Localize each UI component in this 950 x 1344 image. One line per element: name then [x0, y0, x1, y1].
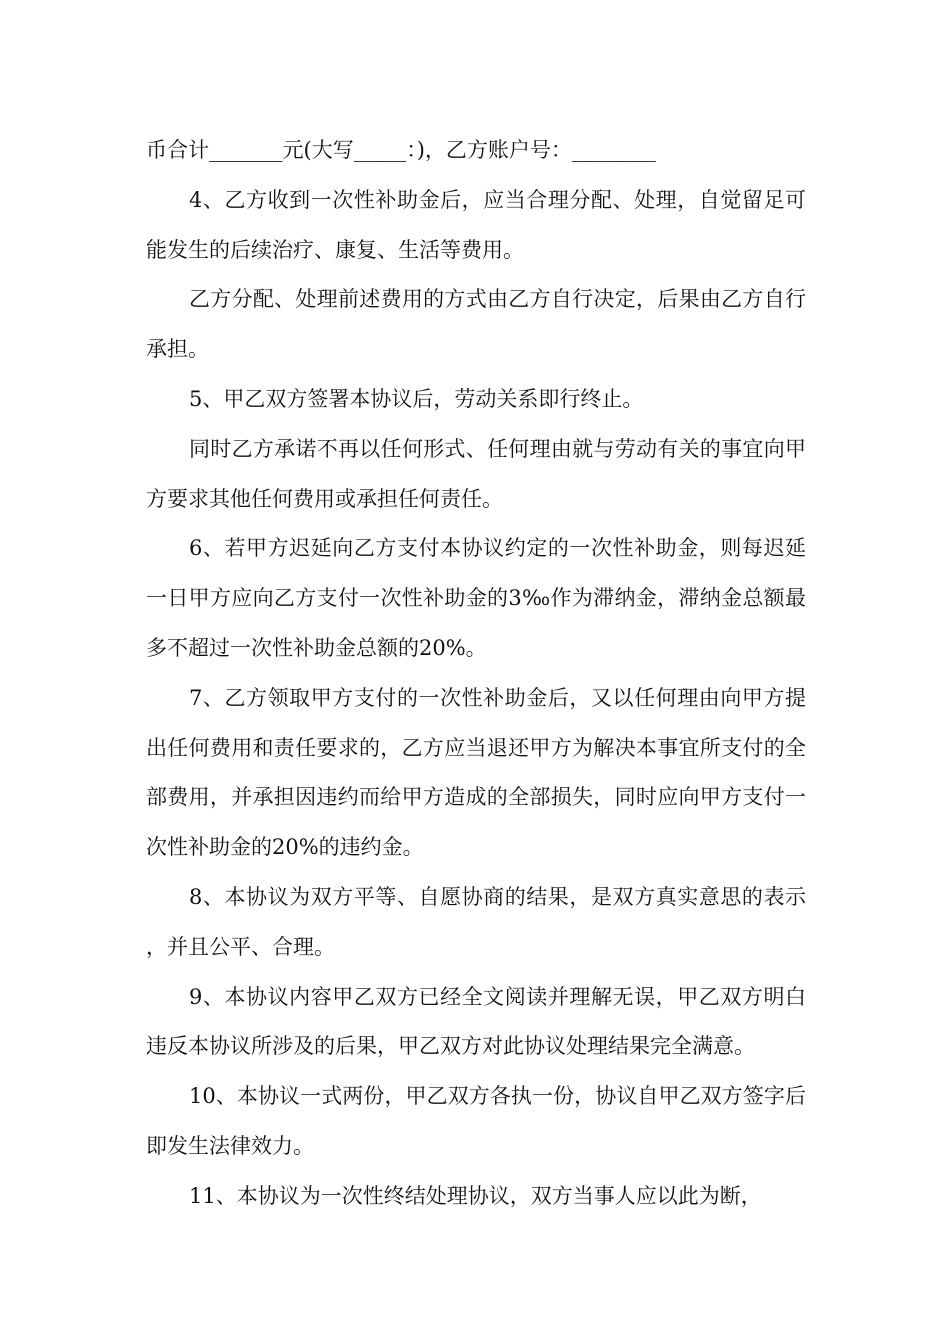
paragraph-clause-11: 11、本协议为一次性终结处理协议，双方当事人应以此为断，: [189, 1183, 762, 1208]
paragraph-clause-5-note: 同时乙方承诺不再以任何形式、任何理由就与劳动有关的事宜向甲方要求其他任何费用或承担任何责任。: [146, 436, 806, 511]
paragraph-clause-6: 6、若甲方迟延向乙方支付本协议约定的一次性补助金，则每迟延一日甲方应向乙方支付一次性补助金的3‰作为滞纳金，滞纳金总额最多不超过一次性补助金总额的20%。: [146, 536, 806, 660]
paragraph-clause-7: 7、乙方领取甲方支付的一次性补助金后，又以任何理由向甲方提出任何费用和责任要求的，乙方应当退还甲方为解决本事宜所支付的全部费用，并承担因违约而给甲方造成的全部损失，同时应向甲方支付一次性补助金的20%的违约金。: [146, 685, 806, 860]
paragraph-clause-4-note: 乙方分配、处理前述费用的方式由乙方自行决定，后果由乙方自行承担。: [146, 287, 806, 362]
paragraph-clause-9: 9、本协议内容甲乙双方已经全文阅读并理解无误，甲乙双方明白违反本协议所涉及的后果，甲乙双方对此协议处理结果完全满意。: [146, 984, 806, 1059]
paragraph-clause-5: 5、甲乙双方签署本协议后，劳动关系即行终止。: [189, 386, 644, 411]
paragraph-payment-total: 币合计_______元(大写_____：)，乙方账户号：________: [146, 138, 656, 162]
paragraph-clause-8: 8、本协议为双方平等、自愿协商的结果，是双方真实意思的表示，并且公平、合理。: [146, 884, 806, 959]
paragraph-clause-10: 10、本协议一式两份，甲乙双方各执一份，协议自甲乙双方签字后即发生法律效力。: [146, 1084, 806, 1158]
paragraph-clause-4: 4、乙方收到一次性补助金后，应当合理分配、处理，自觉留足可能发生的后续治疗、康复、生活等费用。: [146, 187, 806, 262]
document-body: [146, 126, 806, 1222]
